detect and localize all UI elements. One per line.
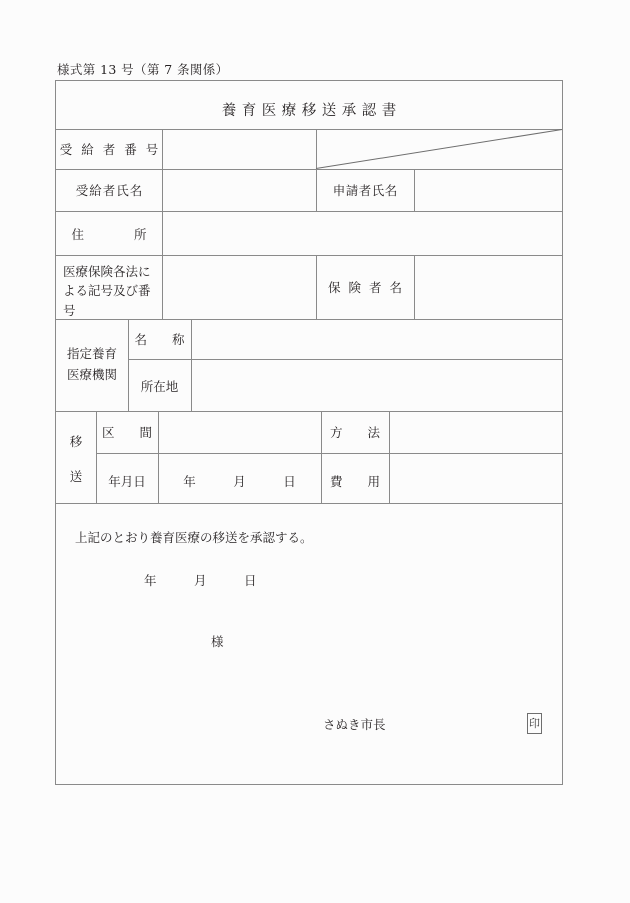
rule-row2-bottom [56,211,562,212]
vline-label-col [162,129,163,319]
label-transport-line2: 送 [69,469,83,484]
rule-row1-bottom [56,169,562,170]
rule-row3-bottom [56,255,562,256]
label-institution-line2: 医療機関 [66,367,117,382]
label-address: 住 所 [71,227,147,242]
form-frame [55,80,563,785]
rule-institution-bottom [56,411,562,412]
seal-stamp-icon: 印 [527,713,542,734]
label-institution-line1: 指定養育 [66,346,117,361]
rule-title-bottom [56,129,562,130]
vline-institution-sublabel [191,319,192,411]
label-insurance-symbol-number: 医療保険各法による記号及び番号 [63,264,151,318]
rule-transport-middle [96,453,562,454]
rule-institution-middle [128,359,562,360]
label-recipient-name: 受給者氏名 [75,183,144,198]
signer-name: さぬき市長 [323,717,386,732]
label-transport-date: 年月日 [108,474,146,489]
label-institution-name: 名 称 [134,332,185,347]
addressee-suffix: 様 [211,634,224,649]
label-transport-section: 区 間 [101,425,152,440]
label-insurer-name: 保 険 者 名 [328,280,404,295]
label-transport-cost: 費 用 [329,474,380,489]
label-applicant-name: 申請者氏名 [332,183,398,198]
vline-row4-rightvalue [414,255,415,319]
approval-date-line: 年 月 日 [144,573,257,588]
vline-row1-right [316,129,317,171]
diagonal-strike-icon [316,129,562,169]
page-title: 養育医療移送承認書 [221,103,402,119]
rule-transport-bottom [56,503,562,504]
label-institution-address: 所在地 [140,379,179,394]
vline-transport-rightvalue [389,411,390,503]
label-transport-line1: 移 [69,434,83,449]
approval-statement: 上記のとおり養育医療の移送を承認する。 [75,530,313,545]
form-number: 様式第 13 号（第 7 条関係） [57,62,229,77]
vline-row2-rightvalue [414,169,415,211]
label-recipient-number: 受 給 者 番 号 [59,142,161,157]
value-transport-date: 年 月 日 [183,474,296,489]
label-transport-method: 方 法 [329,425,380,440]
